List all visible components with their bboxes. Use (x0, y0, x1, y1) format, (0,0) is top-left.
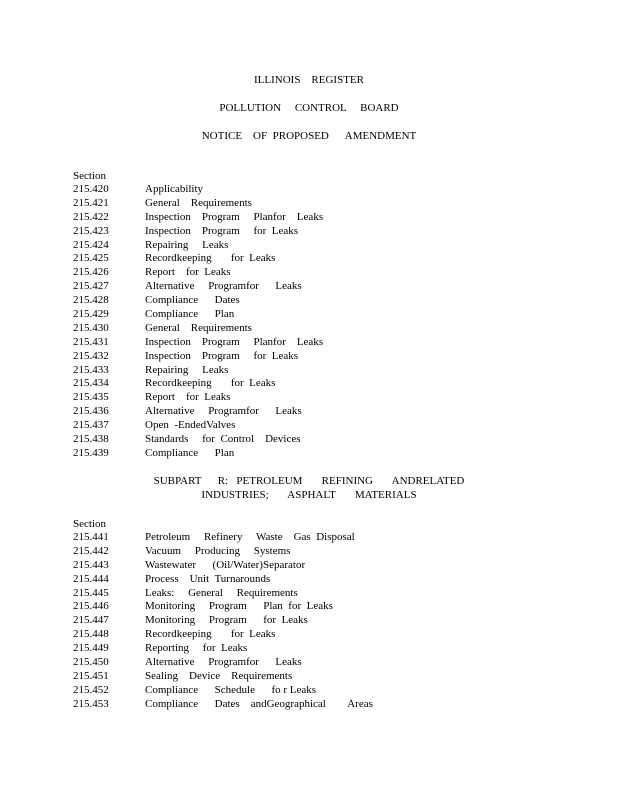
section-title: Recordkeeping for Leaks (145, 628, 276, 641)
section-row (73, 252, 593, 266)
section-number: 215.446 (73, 600, 109, 613)
section-label-2: Section (73, 518, 106, 530)
section-label-1: Section (73, 170, 106, 182)
section-title: Compliance Dates (145, 294, 240, 307)
section-number: 215.434 (73, 377, 109, 390)
section-row (73, 225, 593, 239)
section-title: General Requirements (145, 321, 252, 334)
section-list-1 (73, 183, 593, 461)
section-row (73, 294, 593, 308)
section-title: Open -EndedValves (145, 419, 236, 432)
section-number: 215.448 (73, 628, 109, 641)
section-title: Inspection Program Planfor Leaks (145, 210, 324, 223)
section-row (73, 280, 593, 294)
section-row (73, 364, 593, 378)
section-title: Compliance Schedule fo r Leaks (145, 683, 317, 696)
section-title: Reporting for Leaks (145, 642, 248, 655)
section-title: Monitoring Program for Leaks (145, 614, 308, 627)
section-number: 215.442 (73, 544, 109, 557)
section-title: Inspection Program for Leaks (145, 349, 299, 362)
notice-title: NOTICE OF PROPOSED AMENDMENT (201, 130, 417, 142)
section-title: Wastewater (Oil/Water)Separator (145, 558, 306, 571)
section-row (73, 419, 593, 433)
section-number: 215.438 (73, 433, 109, 446)
section-row (73, 531, 593, 545)
section-number: 215.449 (73, 642, 109, 655)
section-row (73, 698, 593, 712)
section-row (73, 642, 593, 656)
section-number: 215.441 (73, 531, 109, 543)
section-number: 215.429 (73, 308, 109, 321)
register-title: ILLINOIS REGISTER (254, 74, 364, 86)
subpart-title-line2: INDUSTRIES; ASPHALT MATERIALS (201, 489, 417, 501)
section-row (73, 559, 593, 573)
section-row (73, 211, 593, 225)
section-number: 215.437 (73, 419, 109, 432)
section-row (73, 573, 593, 587)
section-title: Report for Leaks (145, 266, 231, 279)
section-number: 215.432 (73, 349, 109, 362)
section-number: 215.425 (73, 252, 109, 265)
section-row (73, 391, 593, 405)
section-number: 215.444 (73, 572, 109, 585)
section-row (73, 656, 593, 670)
subpart-title-line1: SUBPART R: PETROLEUM REFINING ANDRELATED (153, 475, 465, 487)
section-list-2 (73, 531, 593, 712)
section-title: Vacuum Producing Systems (145, 544, 291, 557)
section-row (73, 266, 593, 280)
section-title: Report for Leaks (145, 391, 231, 404)
section-title: Alternative Programfor Leaks (145, 405, 302, 418)
section-row (73, 433, 593, 447)
section-number: 215.439 (73, 446, 109, 459)
section-number: 215.430 (73, 321, 109, 334)
section-row (73, 336, 593, 350)
section-row (73, 183, 593, 197)
section-row (73, 377, 593, 391)
section-number: 215.445 (73, 586, 109, 599)
section-title: Repairing Leaks (145, 238, 229, 251)
section-number: 215.433 (73, 363, 109, 376)
section-row (73, 684, 593, 698)
section-number: 215.421 (73, 196, 109, 209)
section-row (73, 350, 593, 364)
section-row (73, 545, 593, 559)
section-number: 215.451 (73, 669, 109, 682)
section-title: Repairing Leaks (145, 363, 229, 376)
section-number: 215.443 (73, 558, 109, 571)
section-title: Recordkeeping for Leaks (145, 377, 276, 390)
section-number: 215.452 (73, 683, 109, 696)
section-title: Process Unit Turnarounds (145, 572, 271, 585)
section-number: 215.431 (73, 335, 109, 348)
section-title: Inspection Program for Leaks (145, 224, 299, 237)
section-row (73, 614, 593, 628)
section-title: Standards for Control Devices (145, 433, 301, 446)
section-title: Sealing Device Requirements (145, 669, 293, 682)
section-title: Petroleum Refinery Waste Gas Disposal (145, 531, 355, 543)
section-number: 215.450 (73, 656, 109, 669)
section-number: 215.435 (73, 391, 109, 404)
section-row (73, 405, 593, 419)
section-title: Compliance Dates andGeographical Areas (145, 697, 373, 710)
section-title: Compliance Plan (145, 308, 235, 321)
section-title: Compliance Plan (145, 446, 235, 459)
section-number: 215.428 (73, 294, 109, 307)
section-row (73, 628, 593, 642)
section-row (73, 587, 593, 601)
section-number: 215.424 (73, 238, 109, 251)
section-title: General Requirements (145, 196, 252, 209)
section-title: Applicability (145, 183, 204, 195)
section-number: 215.426 (73, 266, 109, 279)
section-number: 215.436 (73, 405, 109, 418)
section-number: 215.447 (73, 614, 109, 627)
section-row (73, 239, 593, 253)
section-row (73, 670, 593, 684)
section-title: Leaks: General Requirements (145, 586, 298, 599)
section-row (73, 322, 593, 336)
section-title: Alternative Programfor Leaks (145, 280, 302, 293)
section-row (73, 197, 593, 211)
section-number: 215.422 (73, 210, 109, 223)
board-title: POLLUTION CONTROL BOARD (219, 102, 399, 114)
section-number: 215.420 (73, 183, 109, 195)
section-title: Monitoring Program Plan for Leaks (145, 600, 333, 613)
section-number: 215.427 (73, 280, 109, 293)
section-title: Recordkeeping for Leaks (145, 252, 276, 265)
section-number: 215.423 (73, 224, 109, 237)
section-row (73, 447, 593, 461)
section-row (73, 308, 593, 322)
section-number: 215.453 (73, 697, 109, 710)
section-row (73, 600, 593, 614)
section-title: Alternative Programfor Leaks (145, 656, 302, 669)
section-title: Inspection Program Planfor Leaks (145, 335, 324, 348)
